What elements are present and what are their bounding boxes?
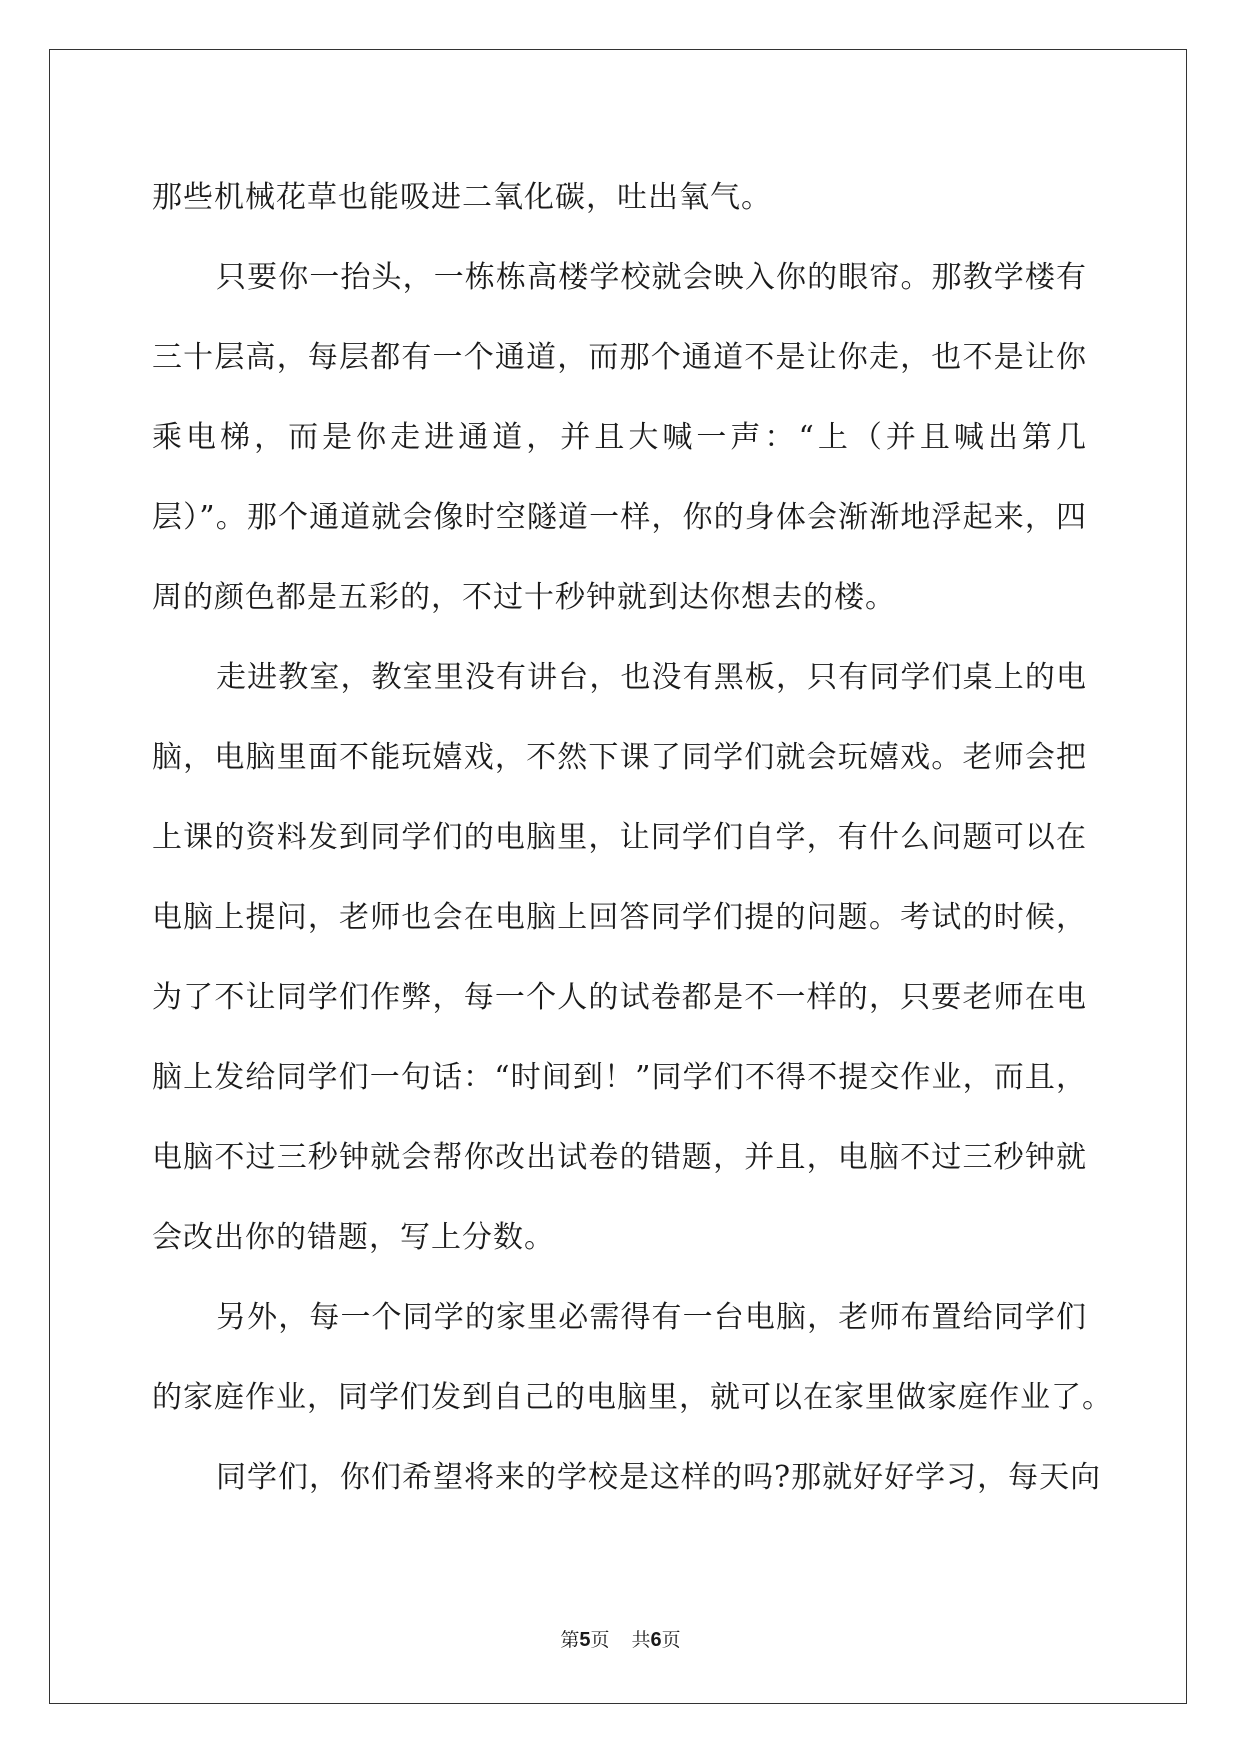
text-line: 三十层高，每层都有一个通道，而那个通道不是让你走，也不是让你 <box>152 340 1087 375</box>
text-line: 电脑上提问，老师也会在电脑上回答同学们提的问题。考试的时候， <box>152 900 1087 935</box>
footer-page-prefix: 第 <box>560 1629 580 1651</box>
text-line: 走进教室，教室里没有讲台，也没有黑板，只有同学们桌上的电 <box>216 660 1087 695</box>
text-line: 那些机械花草也能吸进二氧化碳，吐出氧气。 <box>152 180 772 215</box>
text-line: 只要你一抬头，一栋栋高楼学校就会映入你的眼帘。那教学楼有 <box>216 260 1087 295</box>
footer-page-suffix: 页 <box>590 1629 610 1651</box>
text-line: 周的颜色都是五彩的，不过十秒钟就到达你想去的楼。 <box>152 580 896 615</box>
footer-total-prefix: 共 <box>631 1629 651 1651</box>
text-line: 层）”。那个通道就会像时空隧道一样，你的身体会渐渐地浮起来，四 <box>152 500 1087 535</box>
text-line: 乘电梯，而是你走进通道，并且大喊一声：“上（并且喊出第几 <box>152 420 1087 455</box>
text-line: 同学们，你们希望将来的学校是这样的吗?那就好好学习，每天向 <box>216 1460 1102 1495</box>
text-line: 会改出你的错题，写上分数。 <box>152 1220 555 1255</box>
text-line: 脑，电脑里面不能玩嬉戏，不然下课了同学们就会玩嬉戏。老师会把 <box>152 740 1087 775</box>
text-line: 电脑不过三秒钟就会帮你改出试卷的错题，并且，电脑不过三秒钟就 <box>152 1140 1087 1175</box>
page-footer <box>0 1625 1241 1652</box>
footer-page-total: 6 <box>650 1629 662 1651</box>
text-line: 的家庭作业，同学们发到自己的电脑里，就可以在家里做家庭作业了。 <box>152 1380 1113 1415</box>
document-body <box>152 158 1113 1518</box>
text-line: 上课的资料发到同学们的电脑里，让同学们自学，有什么问题可以在 <box>152 820 1087 855</box>
text-line: 另外，每一个同学的家里必需得有一台电脑，老师布置给同学们 <box>216 1300 1087 1335</box>
text-line: 为了不让同学们作弊，每一个人的试卷都是不一样的，只要老师在电 <box>152 980 1087 1015</box>
footer-total-suffix: 页 <box>661 1629 681 1651</box>
text-line: 脑上发给同学们一句话：“时间到！”同学们不得不提交作业，而且， <box>152 1060 1087 1095</box>
footer-page-current: 5 <box>579 1629 591 1651</box>
